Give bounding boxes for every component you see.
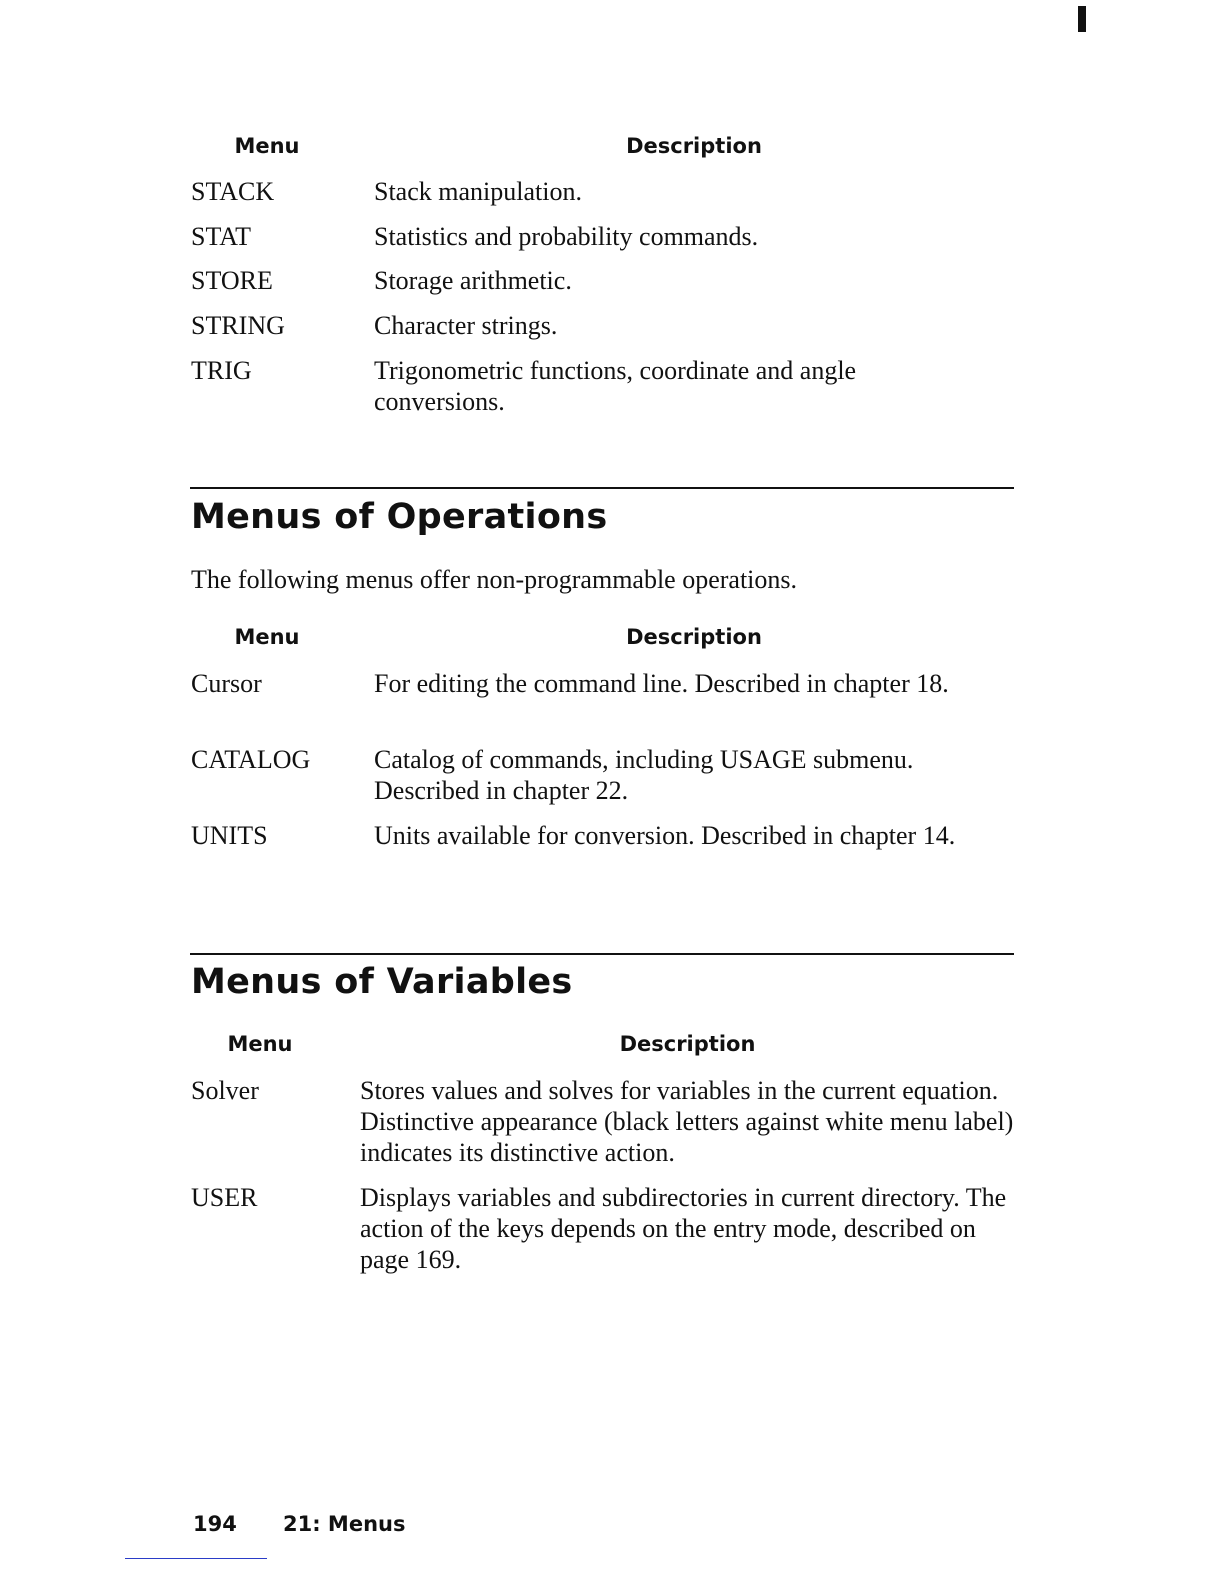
column-header-menu: Menu [227,1032,293,1056]
column-header-description: Description [626,134,762,158]
row-description: Stores values and solves for variables in the current equation. Distinctive appearance (black letters against white menu label) indicates its distinctive action. [360,1076,1014,1167]
row-menu-name: TRIG [191,356,252,385]
row-description: Statistics and probability commands. [374,222,759,251]
section-title-operations: Menus of Operations [191,497,608,537]
row-description: Catalog of commands, including USAGE submenu. Described in chapter 22. [374,745,914,805]
page-number: 194 [193,1512,237,1536]
column-header-description: Description [619,1032,756,1056]
row-description: For editing the command line. Described in chapter 18. [374,669,949,698]
row-menu-name: CATALOG [191,745,311,774]
chapter-title: 21: Menus [283,1512,406,1536]
row-menu-name: STAT [191,222,252,251]
column-header-description: Description [626,625,762,649]
row-description: Trigonometric functions, coordinate and angle conversions. [374,356,857,416]
section-rule [190,487,1014,489]
section-title-variables: Menus of Variables [191,962,573,1002]
row-description: Units available for conversion. Described in chapter 14. [374,821,956,850]
row-description: Displays variables and subdirectories in current directory. The action of the keys depends on the entry mode, described on page 169. [360,1183,1007,1274]
row-description: Storage arithmetic. [374,266,572,295]
row-description: Character strings. [374,311,558,340]
page-edge-mark [1078,6,1086,32]
row-menu-name: USER [191,1183,258,1212]
row-menu-name: STRING [191,311,285,340]
row-menu-name: STORE [191,266,273,295]
row-description: Stack manipulation. [374,177,582,206]
column-header-menu: Menu [234,134,300,158]
row-menu-name: UNITS [191,821,268,850]
row-menu-name: STACK [191,177,275,206]
column-header-menu: Menu [234,625,300,649]
section-intro: The following menus offer non-programmable operations. [191,565,798,594]
bottom-rule [125,1558,267,1559]
row-menu-name: Cursor [191,669,262,698]
row-menu-name: Solver [191,1076,259,1105]
section-rule [190,953,1014,955]
